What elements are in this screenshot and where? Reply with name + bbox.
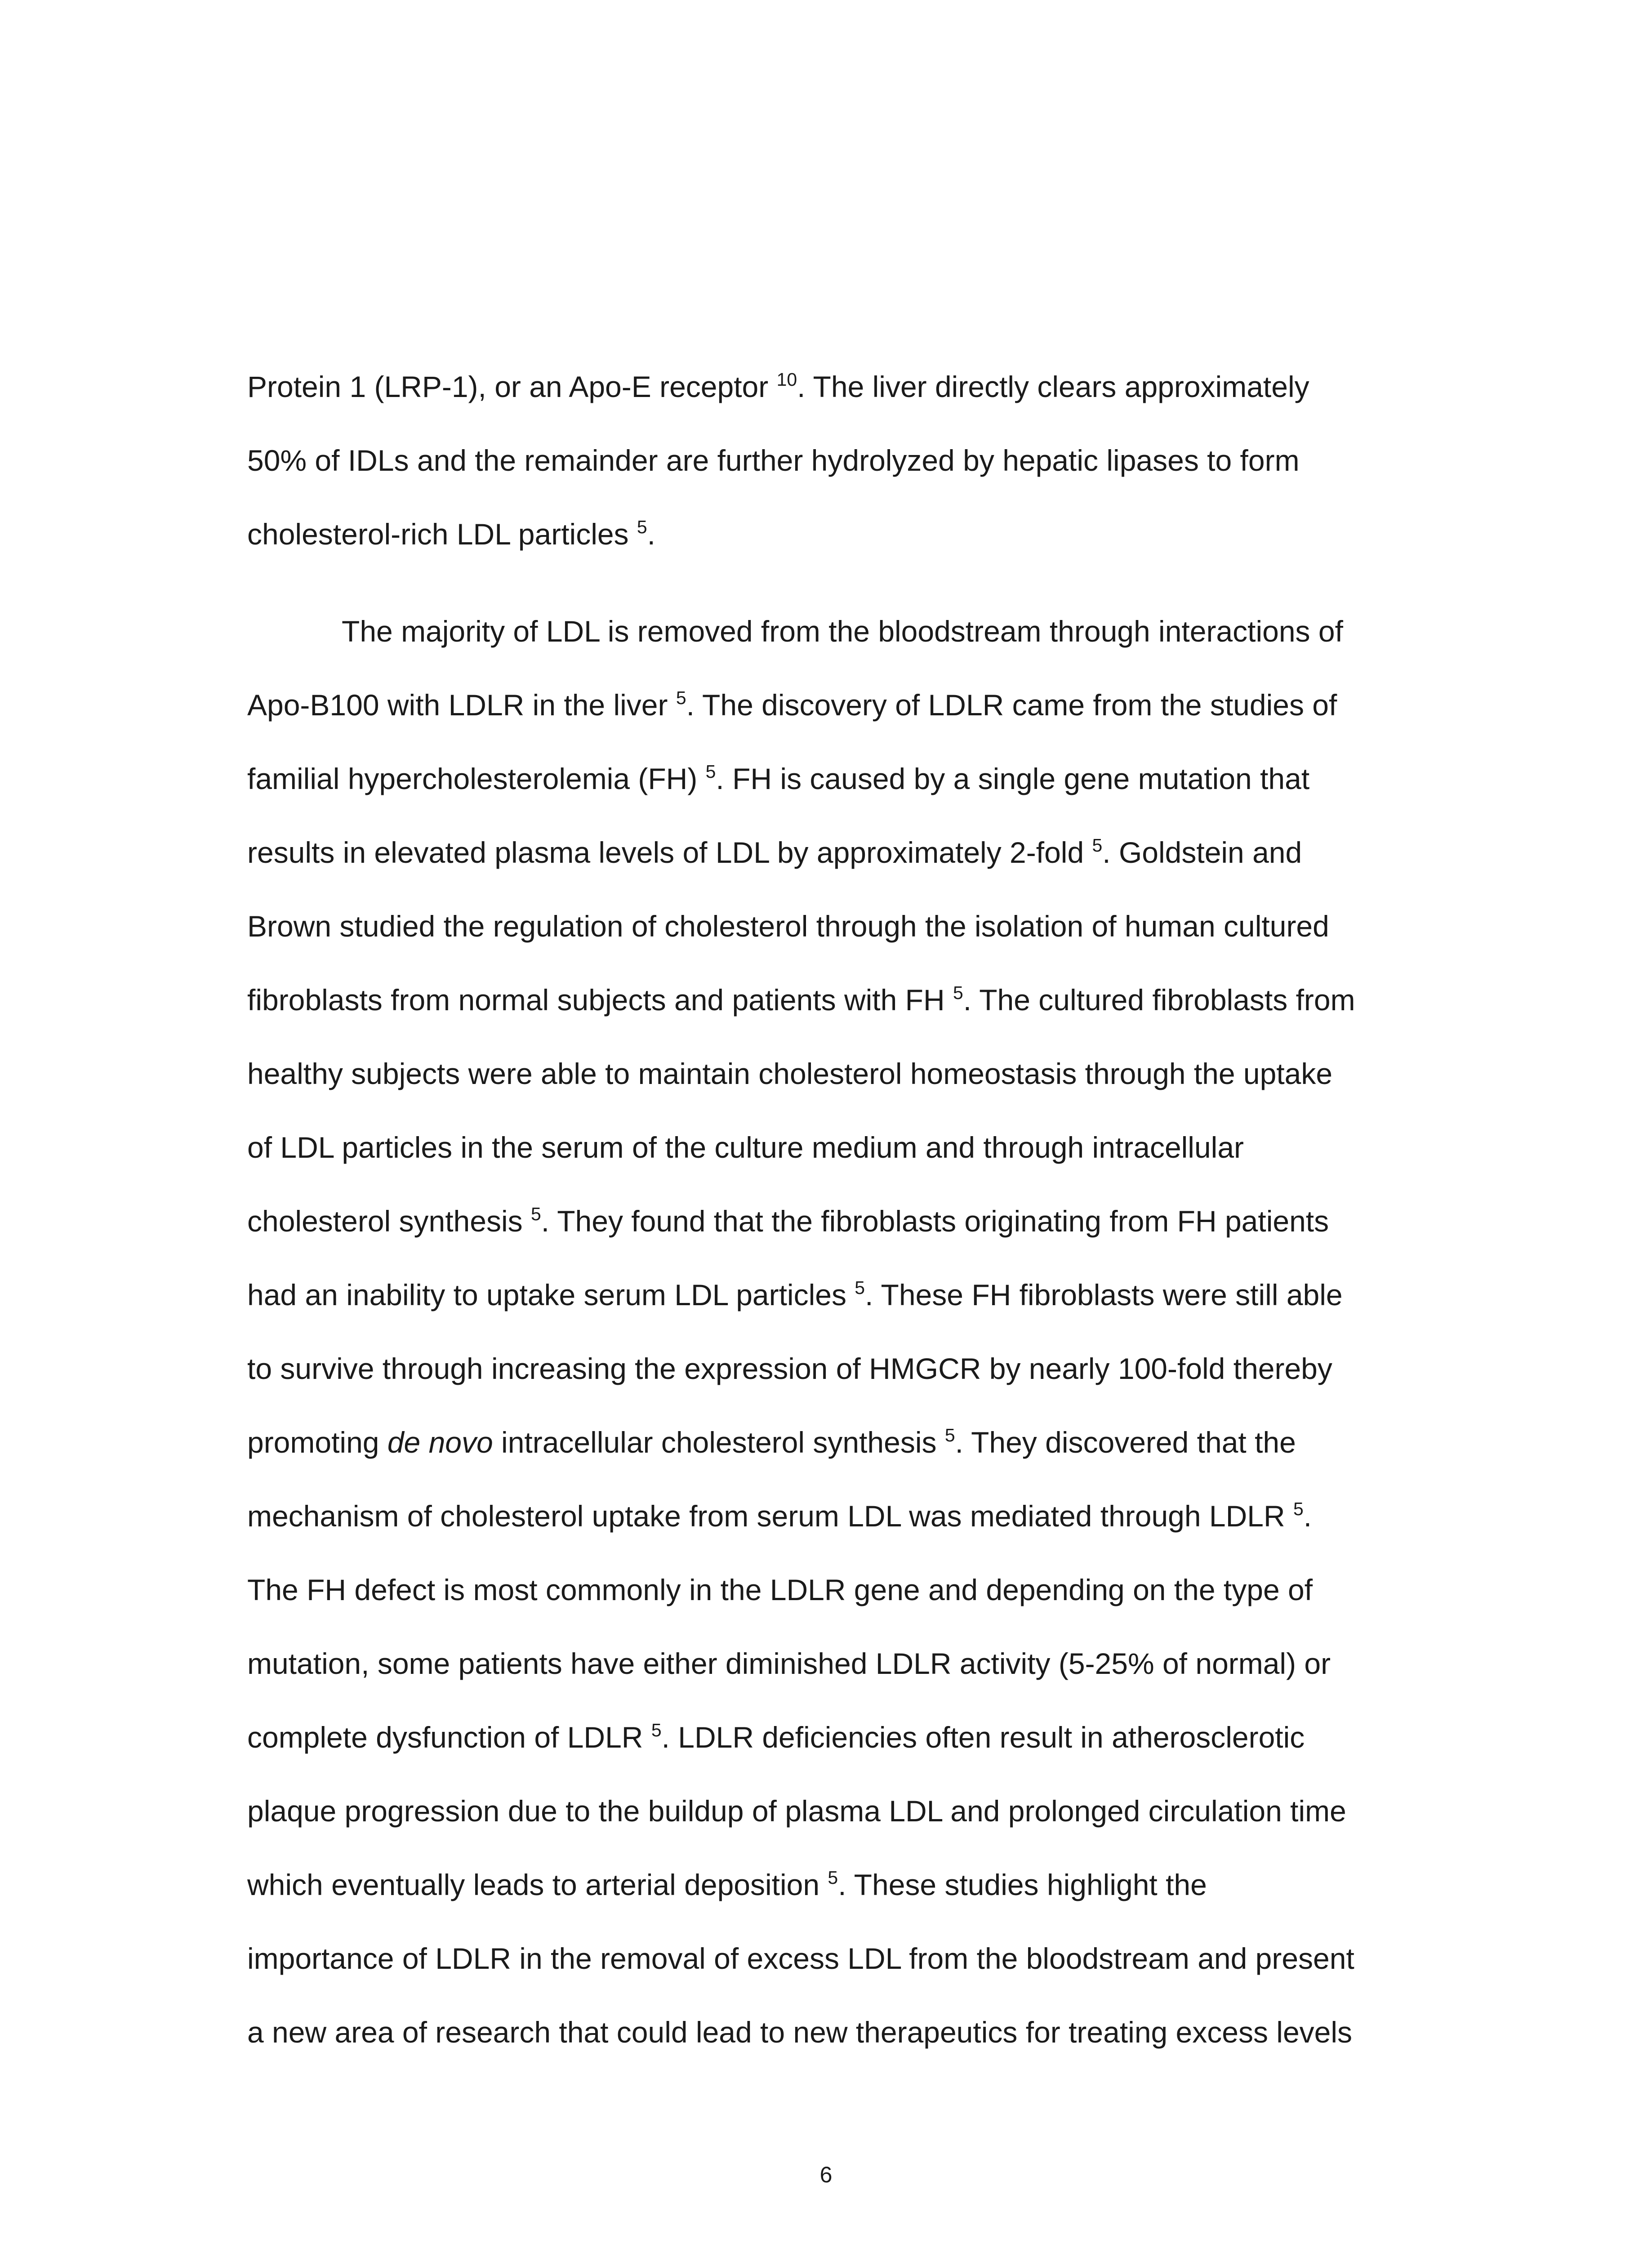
paragraph-1 <box>247 350 1443 571</box>
text-run: Apo-B100 with LDLR in the liver <box>247 688 676 722</box>
text-run: cholesterol synthesis <box>247 1204 531 1238</box>
text-run: Protein 1 (LRP-1), or an Apo-E receptor <box>247 370 777 403</box>
text-run: . These FH fibroblasts were still able <box>865 1278 1343 1311</box>
citation-ref: 5 <box>953 982 963 1003</box>
text-run: . <box>647 517 656 551</box>
paragraph-2-text <box>247 594 1443 2069</box>
text-run: . The liver directly clears approximately <box>797 370 1309 403</box>
citation-ref: 5 <box>637 516 647 537</box>
text-line <box>247 963 1443 1037</box>
text-line <box>247 668 1443 742</box>
text-line <box>247 1258 1443 1332</box>
text-line <box>247 1184 1443 1258</box>
text-line: of LDL particles in the serum of the culture medium and through intracellular <box>247 1131 1244 1164</box>
text-run: cholesterol-rich LDL particles <box>247 517 637 551</box>
text-run: . LDLR deficiencies often result in atherosclerotic <box>661 1721 1305 1754</box>
text-line: plaque progression due to the buildup of plasma LDL and prolonged circulation time <box>247 1794 1346 1828</box>
text-line: 50% of IDLs and the remainder are further hydrolyzed by hepatic lipases to form <box>247 444 1300 477</box>
citation-ref: 5 <box>651 1719 662 1740</box>
text-run: results in elevated plasma levels of LDL by approximately 2-fold <box>247 836 1092 869</box>
text-line: importance of LDLR in the removal of excess LDL from the bloodstream and present <box>247 1942 1354 1975</box>
text-run: had an inability to uptake serum LDL particles <box>247 1278 855 1311</box>
citation-ref: 5 <box>944 1424 955 1445</box>
text-run: familial hypercholesterolemia (FH) <box>247 762 706 795</box>
page-number: 6 <box>819 2162 833 2187</box>
text-run: promoting <box>247 1426 387 1459</box>
text-line: Brown studied the regulation of cholesterol through the isolation of human cultured <box>247 910 1329 943</box>
text-run: intracellular cholesterol synthesis <box>493 1426 945 1459</box>
text-run: . Goldstein and <box>1102 836 1302 869</box>
text-run: . FH is caused by a single gene mutation that <box>716 762 1310 795</box>
text-run: . These studies highlight the <box>838 1868 1207 1901</box>
text-line <box>247 816 1443 889</box>
italic-term: de novo <box>387 1426 493 1459</box>
text-line: a new area of research that could lead to new therapeutics for treating excess levels <box>247 2016 1353 2049</box>
citation-ref: 5 <box>855 1277 865 1298</box>
citation-ref: 10 <box>776 369 797 390</box>
text-run: which eventually leads to arterial deposition <box>247 1868 828 1901</box>
text-run: . They discovered that the <box>955 1426 1296 1459</box>
citation-ref: 5 <box>676 687 686 708</box>
text-line <box>247 1848 1443 1922</box>
text-run: . They found that the fibroblasts originating from FH patients <box>541 1204 1329 1238</box>
citation-ref: 5 <box>1092 834 1103 856</box>
text-run: complete dysfunction of LDLR <box>247 1721 651 1754</box>
citation-ref: 5 <box>705 761 716 782</box>
text-line: healthy subjects were able to maintain cholesterol homeostasis through the uptake <box>247 1057 1333 1090</box>
paragraph-2 <box>247 594 1443 2069</box>
text-run: fibroblasts from normal subjects and patients with FH <box>247 983 953 1017</box>
text-line <box>247 1405 1443 1479</box>
text-run: mechanism of cholesterol uptake from serum LDL was mediated through LDLR <box>247 1499 1293 1533</box>
text-line <box>247 1700 1443 1774</box>
text-run: . The cultured fibroblasts from <box>963 983 1355 1017</box>
text-run: . The discovery of LDLR came from the studies of <box>686 688 1337 722</box>
text-run: . <box>1303 1499 1312 1533</box>
citation-ref: 5 <box>1293 1498 1304 1519</box>
text-line <box>247 497 1443 571</box>
text-line: to survive through increasing the expression of HMGCR by nearly 100-fold thereby <box>247 1352 1332 1385</box>
text-line <box>247 742 1443 816</box>
text-line: The majority of LDL is removed from the bloodstream through interactions of <box>342 615 1343 648</box>
text-line <box>247 1479 1443 1553</box>
text-line: mutation, some patients have either diminished LDLR activity (5-25% of normal) or <box>247 1647 1331 1680</box>
citation-ref: 5 <box>530 1203 541 1224</box>
text-line <box>247 350 1443 424</box>
citation-ref: 5 <box>828 1867 838 1888</box>
text-line: The FH defect is most commonly in the LDLR gene and depending on the type of <box>247 1573 1313 1606</box>
paragraph-1-text <box>247 350 1443 571</box>
